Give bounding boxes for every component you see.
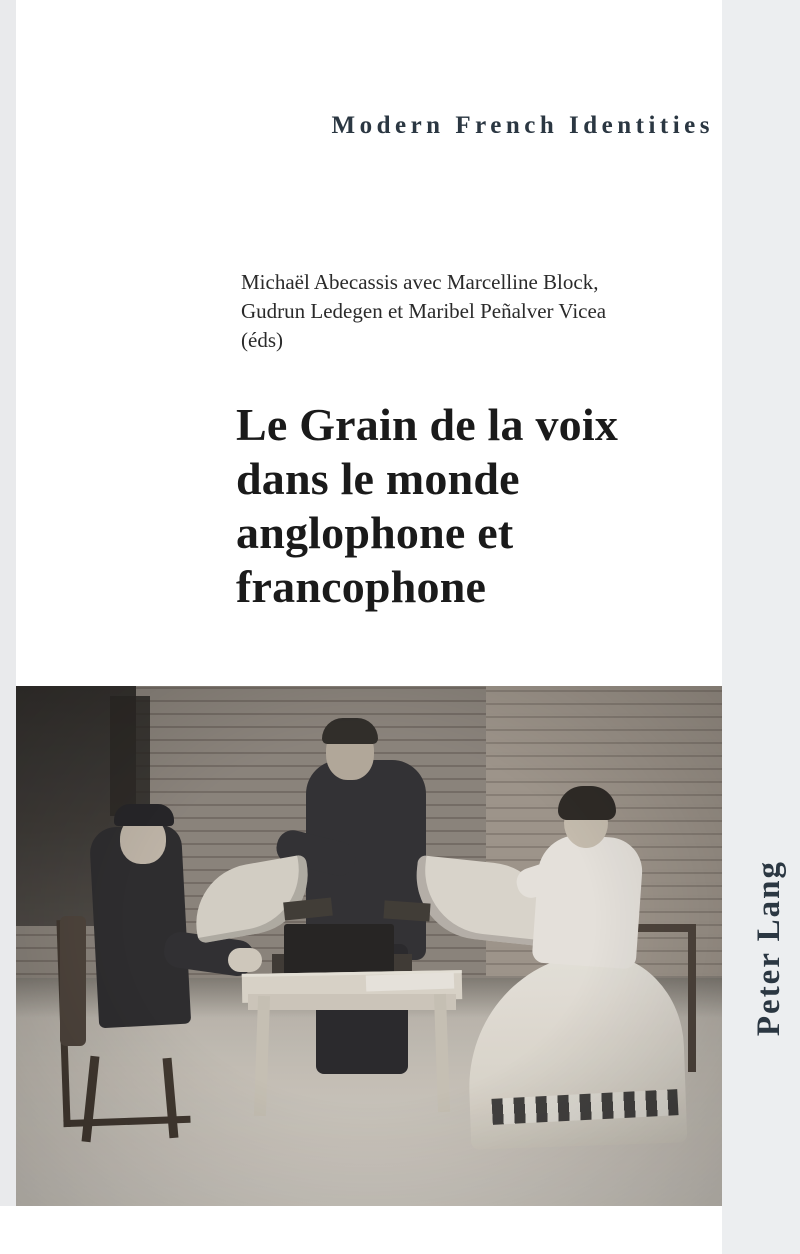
- series-title: Modern French Identities: [331, 112, 714, 139]
- publisher-name: Peter Lang: [751, 860, 787, 1037]
- title-line-4: francophone: [236, 561, 487, 612]
- right-spine-strip: [722, 0, 800, 1254]
- left-margin-strip: [0, 0, 16, 1254]
- editors-block: [241, 268, 711, 355]
- editors-line-1: Michaël Abecassis avec Marcelline Block,: [241, 270, 599, 294]
- title-line-3: anglophone et: [236, 507, 514, 558]
- editors-line-2: Gudrun Ledegen et Maribel Peñalver Vicea: [241, 299, 607, 323]
- page-title: [236, 398, 706, 614]
- title-line-2: dans le monde: [236, 453, 520, 504]
- cover-photograph: [16, 686, 722, 1206]
- photo-vignette: [16, 686, 722, 1206]
- photograph-scene: [16, 686, 722, 1206]
- bottom-white-band: [0, 1206, 722, 1254]
- title-line-1: Le Grain de la voix: [236, 399, 619, 450]
- editors-line-3: (éds): [241, 328, 283, 352]
